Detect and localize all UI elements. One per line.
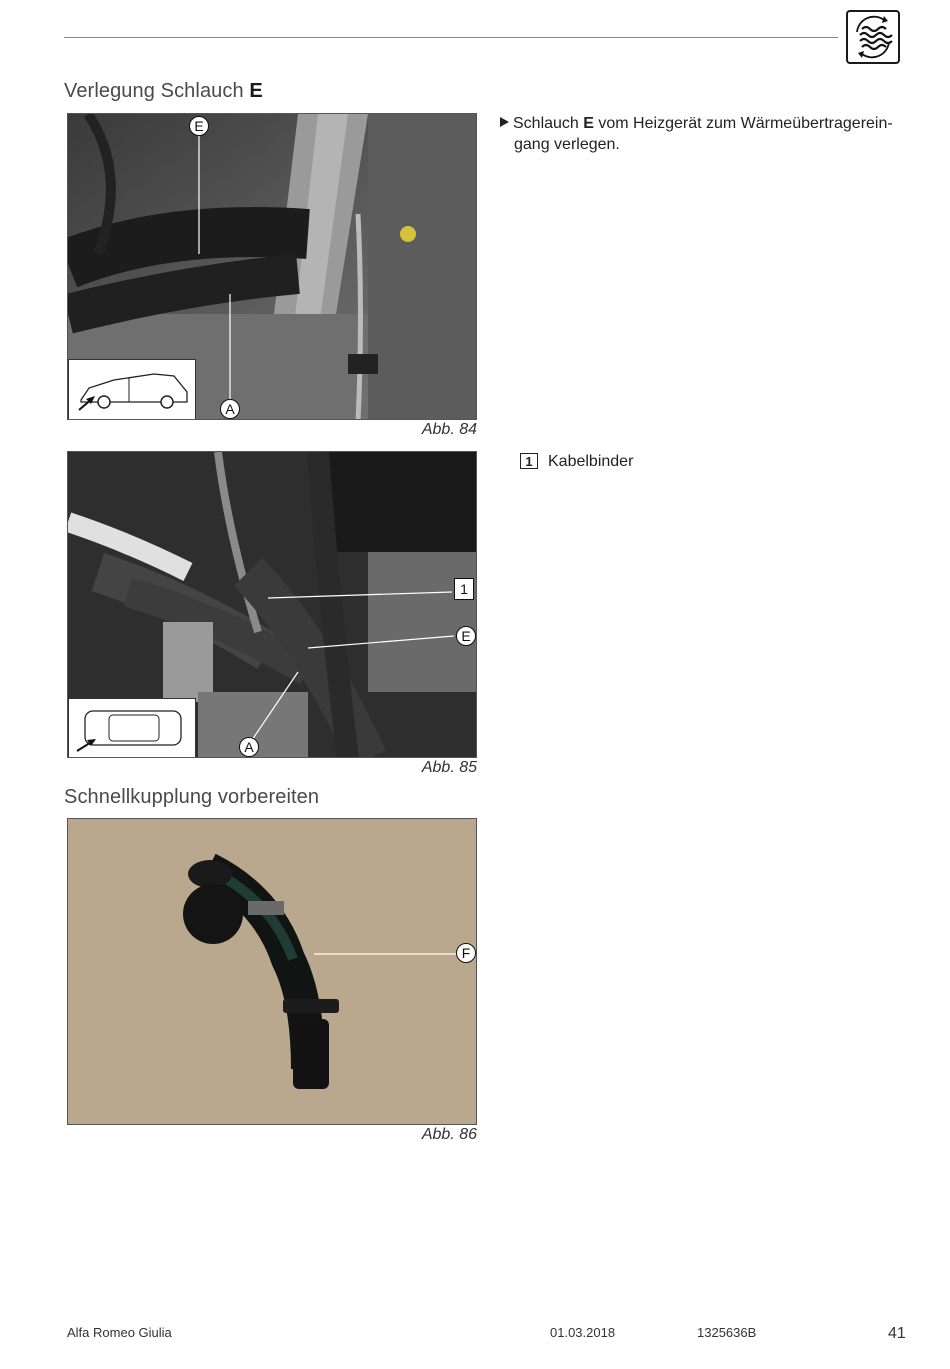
heater-airflow-icon: [846, 10, 900, 64]
callout-1: 1: [454, 578, 474, 600]
callout-a: A: [239, 737, 259, 757]
callout-f: F: [456, 943, 476, 963]
footer-date: 01.03.2018: [550, 1325, 616, 1340]
footer-model: Alfa Romeo Giulia: [67, 1325, 172, 1340]
footer-doc-number: 1325636B: [697, 1325, 757, 1340]
figure-86-caption: Abb. 86: [421, 1126, 477, 1143]
legend-label: Kabelbinder: [548, 453, 634, 470]
legend-number: 1: [520, 453, 538, 469]
callout-e: E: [189, 116, 209, 136]
header-rule: [64, 37, 838, 38]
figure-84-photo: [67, 113, 477, 420]
figure-85-photo: [67, 451, 477, 758]
section-title-hose-routing: Verlegung Schlauch E: [64, 80, 263, 102]
callout-e: E: [456, 626, 476, 646]
bullet-triangle-icon: [500, 117, 509, 127]
figure-85-caption: Abb. 85: [421, 759, 477, 776]
legend-item: [520, 453, 633, 471]
callout-a: A: [220, 399, 240, 419]
instruction-step: Schlauch E vom Heizgerät zum Wärmeübertragerein- gang verlegen.: [500, 113, 900, 155]
page-number: 41: [888, 1325, 906, 1342]
section-title-quick-coupling: Schnellkupplung vorbereiten: [64, 786, 320, 808]
figure-86-photo: [67, 818, 477, 1125]
figure-84-caption: Abb. 84: [421, 421, 477, 438]
